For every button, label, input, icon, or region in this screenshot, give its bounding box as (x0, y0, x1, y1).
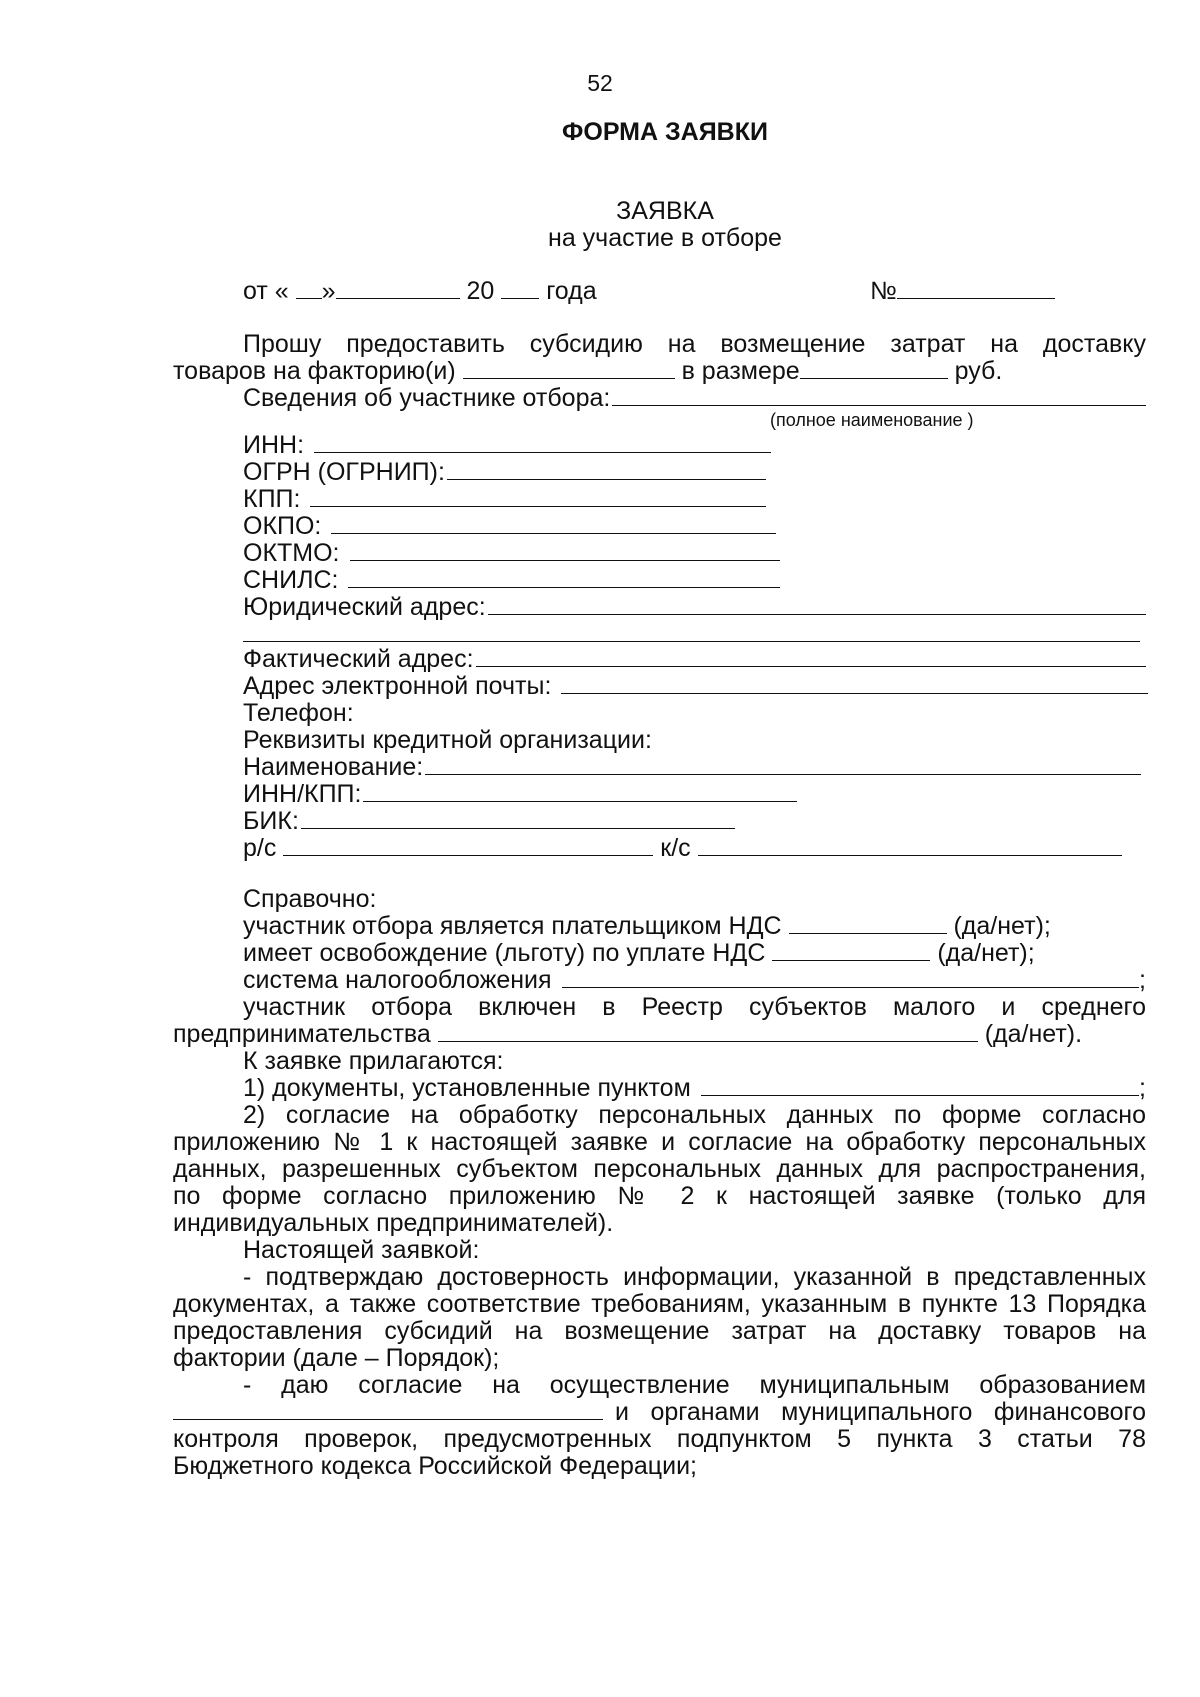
amount-blank[interactable] (800, 358, 948, 379)
vat-payer-blank[interactable] (789, 913, 947, 934)
declaration-confirm-line: документах, а также соответствие требованиям, указанным в пункте 13 Порядка (173, 1290, 1146, 1318)
date-line (243, 277, 597, 305)
bik-line: БИК: (243, 807, 735, 835)
bik-blank[interactable] (301, 807, 735, 829)
page-number: 52 (587, 70, 613, 96)
day-blank[interactable] (296, 278, 322, 299)
actual-address-blank[interactable] (476, 645, 1146, 667)
bank-inn-kpp-blank[interactable] (363, 780, 797, 802)
date-suffix: года (546, 277, 597, 305)
bank-name-line: Наименование: (243, 753, 1141, 781)
bank-label: Реквизиты кредитной организации: (243, 726, 652, 754)
declaration-confirm-line: предоставления субсидий на возмещение затрат на доставку товаров на (173, 1317, 1146, 1345)
ks-blank[interactable] (698, 835, 1122, 856)
attachment-item-2-line: по форме согласно приложению № 2 к настоящей заявке (только для (173, 1182, 1146, 1210)
oktmo-line: ОКТМО: (243, 539, 780, 567)
tax-system-blank[interactable] (562, 966, 1139, 988)
request-line-1: Прошу предоставить субсидию на возмещение затрат на доставку (243, 330, 1146, 358)
rs-blank[interactable] (283, 835, 653, 856)
sme-blank[interactable] (438, 1021, 978, 1042)
year-blank[interactable] (501, 278, 539, 299)
doc-subtitle: на участие в отборе (548, 224, 782, 252)
declaration-consent-line-2: и органами муниципального финансового (173, 1398, 1146, 1426)
declaration-consent-line: Бюджетного кодекса Российской Федерации; (173, 1452, 697, 1480)
email-line: Адрес электронной почты: (243, 672, 1148, 700)
attachments-label: К заявке прилагаются: (243, 1047, 504, 1075)
inn-blank[interactable] (314, 431, 771, 453)
kpp-line: КПП: (243, 485, 766, 513)
attachment-item-2-line: индивидуальных предпринимателей). (173, 1209, 614, 1237)
attachment-item-2-line: приложению № 1 к настоящей заявке и согласие на обработку персональных (173, 1128, 1146, 1156)
month-blank[interactable] (336, 278, 460, 299)
reference-label: Справочно: (243, 885, 377, 913)
ogrn-line: ОГРН (ОГРНИП): (243, 458, 766, 486)
participant-name-line: Сведения об участнике отбора: (243, 384, 1146, 412)
sme-line-2: предпринимательства (да/нет). (173, 1020, 1083, 1048)
attachment-item-1: 1) документы, установленные пунктом ; (243, 1074, 1146, 1102)
number-blank[interactable] (897, 278, 1055, 299)
legal-address-blank-2[interactable] (243, 620, 1140, 642)
declaration-confirm-line: фактории (дале – Порядок); (173, 1344, 500, 1372)
legal-address-blank[interactable] (488, 593, 1146, 615)
sme-line-1: участник отбора включен в Реестр субъектов малого и среднего (243, 993, 1146, 1021)
vat-payer-line: участник отбора является плательщиком НДС (да/нет); (243, 912, 1051, 940)
date-prefix: от « (243, 277, 289, 305)
tax-system-line: система налогообложения ; (243, 966, 1146, 994)
vat-exempt-blank[interactable] (772, 940, 930, 961)
participant-name-blank[interactable] (612, 384, 1146, 406)
doc-title: ЗАЯВКА (616, 197, 714, 225)
ogrn-blank[interactable] (447, 458, 766, 480)
snils-blank[interactable] (348, 566, 780, 588)
participant-name-hint: (полное наименование ) (770, 410, 974, 430)
request-line-2: товаров на факторию(и) в размере руб. (173, 357, 1003, 385)
form-title: ФОРМА ЗАЯВКИ (562, 118, 768, 146)
vat-exempt-line: имеет освобождение (льготу) по уплате НДС (да/нет); (243, 939, 1035, 967)
number-line (870, 277, 1055, 305)
accounts-line: р/с к/с (243, 834, 1122, 862)
email-blank[interactable] (561, 672, 1148, 694)
snils-line: СНИЛС: (243, 566, 780, 594)
kpp-blank[interactable] (310, 485, 766, 507)
declaration-confirm-line: - подтверждаю достоверность информации, указанной в представленных (243, 1263, 1146, 1291)
okpo-line: ОКПО: (243, 512, 776, 540)
number-sign: № (870, 277, 897, 305)
factory-blank[interactable] (463, 358, 675, 379)
attachment-item-1-blank[interactable] (701, 1074, 1139, 1096)
date-mid: » (321, 277, 336, 305)
actual-address-line: Фактический адрес: (243, 645, 1146, 673)
okpo-blank[interactable] (331, 512, 776, 534)
municipality-blank[interactable] (173, 1398, 603, 1420)
inn-line: ИНН: (243, 431, 771, 459)
oktmo-blank[interactable] (350, 539, 781, 561)
bank-inn-kpp-line: ИНН/КПП: (243, 780, 797, 808)
phone-line: Телефон: (243, 699, 354, 727)
date-year: 20 (466, 277, 495, 305)
attachment-item-2-line: 2) согласие на обработку персональных данных по форме согласно (243, 1101, 1146, 1129)
attachment-item-2-line: данных, разрешенных субъектом персональных данных для распространения, (173, 1155, 1146, 1183)
bank-name-blank[interactable] (425, 753, 1141, 775)
legal-address-line: Юридический адрес: (243, 593, 1146, 621)
declaration-consent-line-1: - даю согласие на осуществление муниципальным образованием (243, 1371, 1146, 1399)
declaration-label: Настоящей заявкой: (243, 1236, 480, 1264)
declaration-consent-line: контроля проверок, предусмотренных подпунктом 5 пункта 3 статьи 78 (173, 1425, 1146, 1453)
